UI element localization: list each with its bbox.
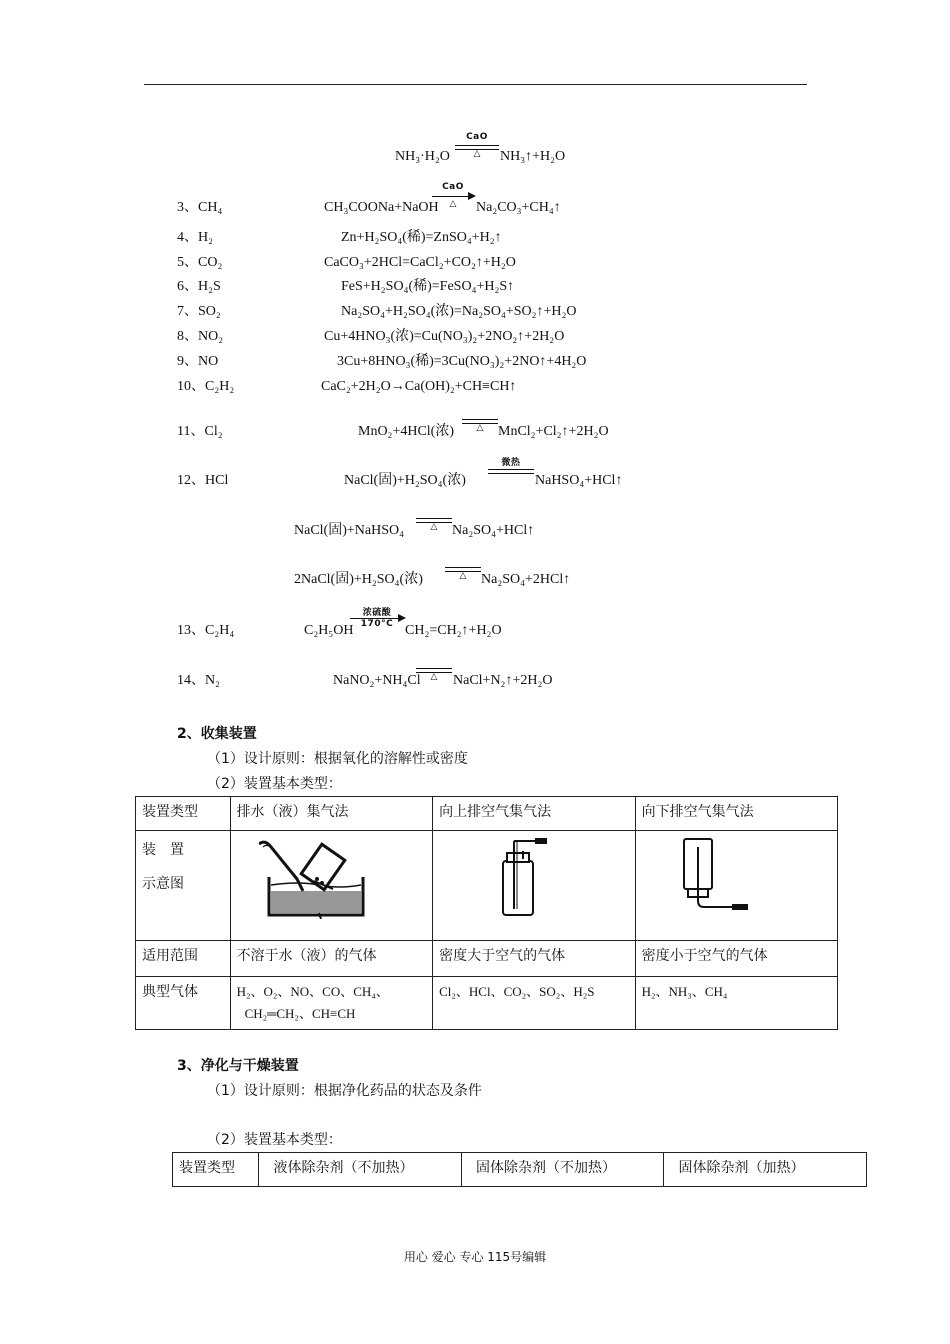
table-header-cell: 固体除杂剂（不加热） [461, 1153, 664, 1187]
table-header-cell: 装置类型 [173, 1153, 259, 1187]
water-displacement-diagram-cell [230, 831, 433, 941]
hcl2-reactants: NaCl(固)+NaHSO₄ [294, 523, 404, 538]
diagram-label-line1: 装 置 [142, 842, 184, 858]
h2s-equation: FeS+H₂SO₄(稀)=FeSO₄+H₂S↑ [341, 279, 515, 294]
downward-air-diagram-cell [635, 831, 837, 941]
ch4-condition [432, 182, 474, 212]
table-cell: 适用范围 [136, 941, 231, 977]
hcl2-products: Na₂SO₄+HCl↑ [452, 523, 535, 538]
c2h4-products: CH₂=CH₂↑+H₂O [405, 623, 502, 638]
page-footer: 用心 爱心 专心 115号编辑 [403, 1250, 547, 1264]
table-row [136, 797, 838, 831]
typical-gases-cell: H₂、NH₃、CH₄ [635, 977, 837, 1030]
downward-air-displacement-diagram [676, 837, 756, 919]
table-header-cell: 排水（液）集气法 [230, 797, 433, 831]
table-header-cell: 装置类型 [136, 797, 231, 831]
table-header-cell: 液体除杂剂（不加热） [259, 1153, 462, 1187]
no2-label: 8、NO₂ [177, 329, 224, 344]
table-cell: 典型气体 [136, 977, 231, 1030]
water-displacement-diagram [259, 839, 369, 919]
diagram-label-cell [136, 831, 231, 941]
ch4-products: Na₂CO₃+CH₄↑ [476, 200, 561, 215]
hcl3-reactants: 2NaCl(固)+H₂SO₄(浓) [294, 572, 423, 587]
table-row [136, 831, 838, 941]
h2-equation: Zn+H₂SO₄(稀)=ZnSO₄+H₂↑ [341, 230, 502, 245]
n2-products: NaCl+N₂↑+2H₂O [453, 673, 553, 688]
no2-equation: Cu+4HNO₃(浓)=Cu(NO₃)₂+2NO₂↑+2H₂O [324, 329, 565, 344]
c2h2-label: 10、C₂H₂ [177, 379, 235, 394]
nh3-condition-text: CaO [466, 132, 488, 142]
section3-principle: （1）设计原则：根据净化药品的状态及条件 [207, 1083, 482, 1099]
no-label: 9、NO [177, 354, 219, 369]
table-row [136, 941, 838, 977]
table-cell: 密度大于空气的气体 [433, 941, 636, 977]
heat-symbol: △ [459, 571, 467, 581]
section3-heading: 3、净化与干燥装置 [177, 1058, 299, 1074]
n2-condition [416, 665, 452, 689]
section2-principle: （1）设计原则：根据氧化的溶解性或密度 [207, 751, 468, 767]
hcl3-condition [445, 564, 481, 588]
section2-heading: 2、收集装置 [177, 726, 257, 742]
table-header-cell: 固体除杂剂（加热） [664, 1153, 867, 1187]
so2-equation: Na₂SO₄+H₂SO₄(浓)=Na₂SO₄+SO₂↑+H₂O [341, 304, 577, 319]
table-cell: 不溶于水（液）的气体 [230, 941, 433, 977]
collection-table [135, 796, 838, 1030]
h2-label: 4、H₂ [177, 230, 213, 245]
ch4-condition-text: CaO [442, 182, 464, 192]
c2h4-condition-top: 浓硫酸 [362, 608, 392, 618]
c2h4-condition [350, 605, 404, 635]
heat-symbol: △ [449, 199, 457, 209]
nh3-reactants: NH₃·H₂O [395, 149, 450, 164]
so2-label: 7、SO₂ [177, 304, 221, 319]
upward-air-displacement-diagram [497, 837, 567, 919]
ch4-label: 3、CH₄ [177, 200, 223, 215]
table-header-cell: 向下排空气集气法 [635, 797, 837, 831]
no-equation: 3Cu+8HNO₃(稀)=3Cu(NO₃)₂+2NO↑+4H₂O [337, 354, 587, 369]
upward-air-diagram-cell [433, 831, 636, 941]
section3-types: （2）装置基本类型： [207, 1132, 342, 1148]
table-cell: 密度小于空气的气体 [635, 941, 837, 977]
heat-symbol: △ [430, 672, 438, 682]
cl2-label: 11、Cl₂ [177, 424, 223, 439]
hcl2-condition [416, 515, 452, 539]
nh3-condition [455, 132, 499, 162]
c2h4-reactants: C₂H₅OH [304, 623, 354, 638]
diagram-label-line2: 示意图 [142, 876, 184, 892]
cl2-reactants: MnO₂+4HCl(浓) [358, 424, 454, 439]
nh3-products: NH₃↑+H₂O [500, 149, 566, 164]
ch4-reactants: CH₃COONa+NaOH [324, 200, 439, 215]
n2-reactants: NaNO₂+NH₄Cl [333, 673, 421, 688]
section2-types: （2）装置基本类型： [207, 776, 342, 792]
hcl-condition [488, 455, 534, 479]
c2h4-condition-bottom: 170°C [360, 619, 394, 629]
n2-label: 14、N₂ [177, 673, 220, 688]
co2-equation: CaCO₃+2HCl=CaCl₂+CO₂↑+H₂O [324, 255, 516, 270]
h2s-label: 6、H₂S [177, 279, 221, 294]
table-row [136, 977, 838, 1030]
purification-table [172, 1152, 867, 1187]
hcl-reactants: NaCl(固)+H₂SO₄(浓) [344, 473, 466, 488]
typical-gases-line2: CH₂═CH₂、CH≡CH [244, 1006, 356, 1021]
heat-symbol: △ [473, 149, 481, 159]
typical-gases-cell: Cl₂、HCl、CO₂、SO₂、H₂S [433, 977, 636, 1030]
heat-symbol: △ [476, 423, 484, 433]
c2h4-label: 13、C₂H₄ [177, 623, 235, 638]
hcl-label: 12、HCl [177, 473, 229, 488]
cl2-products: MnCl₂+Cl₂↑+2H₂O [498, 424, 609, 439]
typical-gases-cell [230, 977, 433, 1030]
cl2-condition [462, 416, 498, 440]
hcl-condition-text: 微热 [501, 458, 521, 468]
table-row [173, 1153, 867, 1187]
table-header-cell: 向上排空气集气法 [433, 797, 636, 831]
heat-symbol: △ [430, 522, 438, 532]
co2-label: 5、CO₂ [177, 255, 223, 270]
header-rule [144, 84, 807, 85]
typical-gases-line1: H₂、O₂、NO、CO、CH₄、 [236, 984, 389, 999]
c2h2-equation: CaC₂+2H₂O→Ca(OH)₂+CH≡CH↑ [321, 379, 517, 394]
hcl3-products: Na₂SO₄+2HCl↑ [481, 572, 571, 587]
hcl-products: NaHSO₄+HCl↑ [535, 473, 623, 488]
